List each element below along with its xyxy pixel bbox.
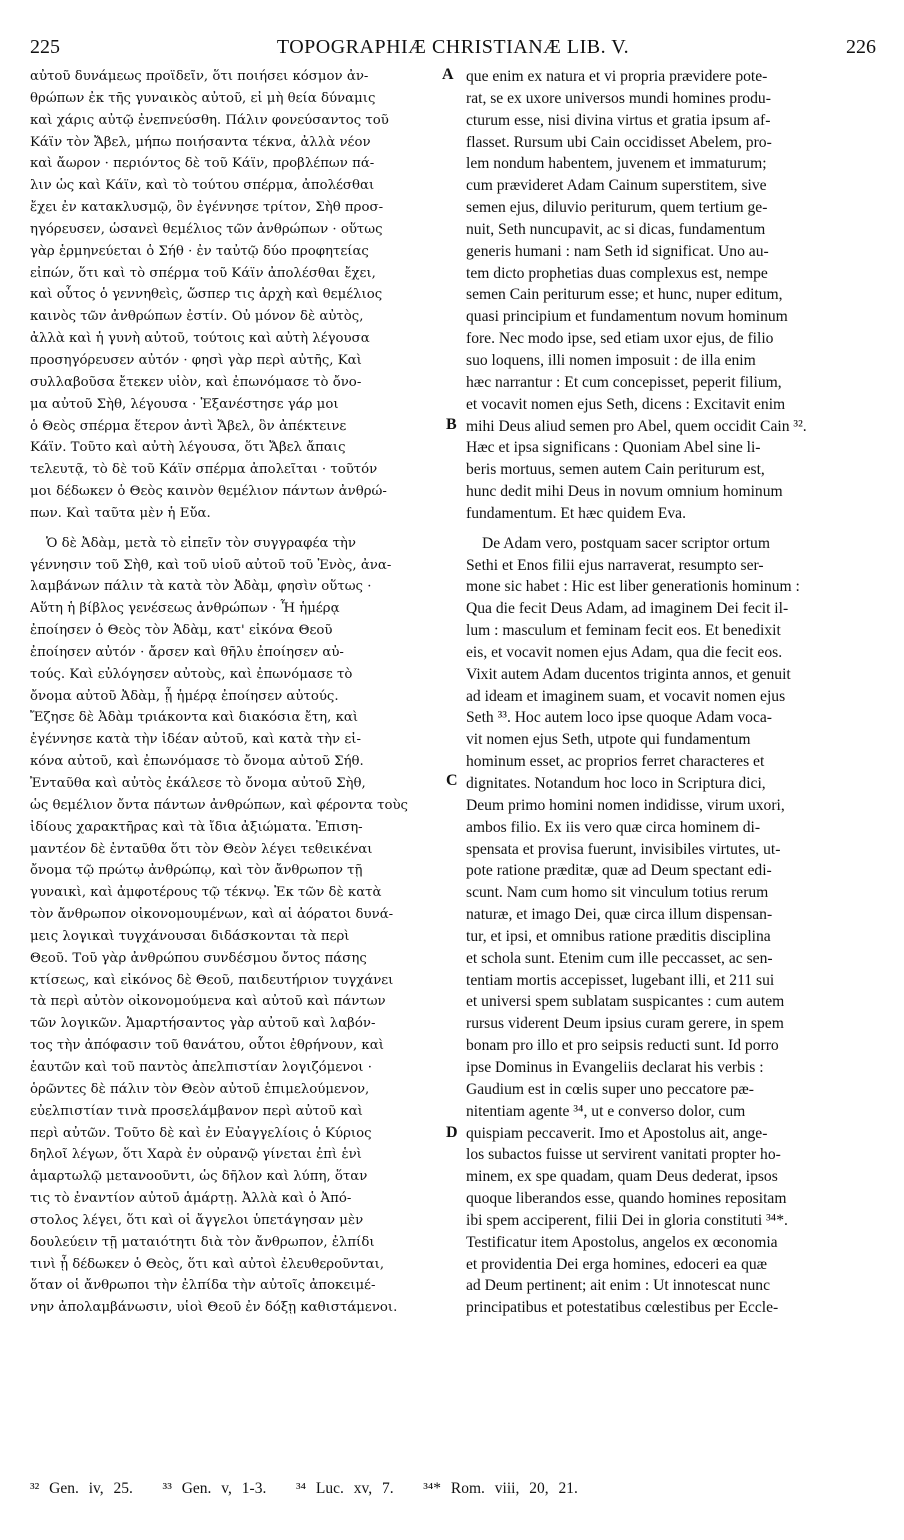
text-line: Deum primo homini nomen indidisse, virum uxori, — [466, 796, 785, 814]
text-line: fundamentum. Et hæc quidem Eva. — [466, 504, 686, 522]
text-line: bonam pro illo et pro seipsis reducti sunt. Id porro — [466, 1037, 779, 1055]
text-line: κόνα αὐτοῦ, καὶ ἐπωνόμασε τὸ ὄνομα αὐτοῦ Σήθ. — [30, 754, 364, 770]
text-line: ipse Dominus in Evangeliis declarat his verbis : — [466, 1058, 764, 1076]
text-line: minem, ex spe quadam, quam Deus dederat, ipsos — [466, 1168, 778, 1186]
text-line: συλλαβοῦσα ἔτεκεν υἱὸν, καὶ ἐπωνόμασε τὸ ὄνο- — [30, 374, 362, 390]
text-line: mihi Deus aliud semen pro Abel, quem occidit Cain ³². — [466, 417, 807, 435]
text-line: et universi spem sublatam suspicantes : cum autem — [466, 993, 785, 1011]
text-line: τὸν ἄνθρωπον οἰκονομουμένων, καὶ αἱ ἀόρατοι δυνά- — [30, 907, 394, 923]
text-line: ad ideam et imaginem suam, et vocavit nomen ejus — [466, 687, 786, 705]
text-line: αὐτοῦ δυνάμεως προϊδεῖν, ὅτι ποιήσει κόσμον ἀν- — [30, 69, 369, 84]
margin-letter-d: D — [446, 1124, 458, 1141]
running-title: TOPOGRAPHIÆ CHRISTIANÆ LIB. V. — [276, 36, 630, 58]
text-line: generis humani : nam Seth id significat. Uno au- — [466, 242, 769, 260]
text-line: Κάϊν. Τοῦτο καὶ αὐτὴ λέγουσα, ὅτι Ἄβελ ἄπαις — [30, 440, 346, 456]
text-line: Ὁ δὲ Ἀδὰμ, μετὰ τὸ εἰπεῖν τὸν συγγραφέα τὴν — [46, 535, 356, 551]
text-line: ηγόρευσεν, ὡσανεὶ θεμέλιος τῶν ἀνθρώπων · οὕτως — [30, 221, 383, 237]
footnote: ³² Gen. iv, 25. — [30, 1480, 133, 1497]
text-line: ἐποίησεν αὐτόν · ἄρσεν καὶ θῆλυ ἐποίησεν αὐ- — [30, 644, 344, 660]
text-line: beris mortuus, semen autem Cain periturum est, — [466, 461, 765, 479]
text-line: Αὕτη ἡ βίβλος γενέσεως ἀνθρώπων · Ἧ ἡμέρᾳ — [30, 601, 340, 617]
text-line: ὁ Θεὸς σπέρμα ἕτερον ἀντὶ Ἄβελ, ὃν ἀπέκτεινε — [30, 418, 347, 434]
text-line: tur, et ipsi, et omnibus ratione præditis disciplina — [466, 927, 771, 945]
footnotes — [30, 1480, 876, 1498]
text-line: ἑαυτῶν καὶ τοῦ παντὸς ἀπελπιστίαν λογιζόμενοι · — [30, 1059, 372, 1075]
text-line: hunc dedit mihi Deus in novum omnium hominum — [466, 483, 783, 501]
text-line: τῶν λογικῶν. Ἁμαρτήσαντος γὰρ αὐτοῦ καὶ λαβόν- — [30, 1016, 376, 1032]
text-line: προσηγόρευσεν αὐτόν · φησὶ γὰρ περὶ αὐτῆς, Καὶ — [30, 352, 362, 368]
text-line: suo loquens, illi nomen imposuit : de illa enim — [466, 351, 756, 369]
text-line: quispiam peccaverit. Imo et Apostolus ait, ange- — [466, 1124, 768, 1142]
text-line: ὄνομα αὐτοῦ Ἀδὰμ, ᾗ ἡμέρᾳ ἐποίησεν αὐτούς. — [30, 688, 339, 704]
text-line: semen ejus, diluvio periturum, quem tertium ge- — [466, 199, 768, 217]
text-line: pote ratione præditæ, quæ ad Deum spectant edi- — [466, 862, 772, 880]
text-line: νην ἀπολαμβάνωσιν, υἱοὶ Θεοῦ ἐν δόξῃ καθιστάμενοι. — [30, 1300, 398, 1316]
text-line: εὐελπιστίαν τινὰ προσελάμβανον περὶ αὐτοῦ καὶ — [30, 1103, 363, 1119]
text-line: et vocavit nomen ejus Seth, dicens : Excitavit enim — [466, 395, 786, 413]
text-line: ὄνομα τῷ πρώτῳ ἀνθρώπῳ, καὶ τὸν ἄνθρωπον τῇ — [30, 863, 363, 879]
text-line: στολος λέγει, ὅτι καὶ οἱ ἄγγελοι ὑπετάγησαν μὲν — [30, 1212, 364, 1228]
text-line: ibi spem acciperent, filii Dei in gloria constituti ³⁴*. — [466, 1211, 788, 1229]
text-line: Hæc et ipsa significans : Quoniam Abel sine li- — [466, 439, 761, 457]
text-line: cum prævideret Adam Cainum superstitem, sive — [466, 177, 767, 195]
text-line: μα αὐτοῦ Σὴθ, λέγουσα · Ἐξανέστησε γάρ μοι — [30, 396, 339, 412]
text-line: θρώπων ἐκ τῆς γυναικὸς αὐτοῦ, εἰ μὴ θεία δύναμις — [30, 90, 376, 106]
text-line: ἔχει ἐν κατακλυσμῷ, ὃν ἐγέννησε τρίτον, Σὴθ προσ- — [30, 200, 384, 216]
text-line: nitentiam agente ³⁴, ut e converso dolor, cum — [466, 1102, 746, 1120]
text-line: κτίσεως, καὶ εἰκόνος δὲ Θεοῦ, παιδευτήριον τυγχάνει — [30, 972, 394, 988]
text-line: flasset. Rursum ubi Cain occidisset Abelem, pro- — [466, 133, 772, 151]
text-line: spensata et provisa fuerunt, invisibiles virtutes, ut- — [466, 840, 781, 858]
text-line: rursus viderent Deum ipsius curam gerere, in spem — [466, 1015, 784, 1033]
text-line: rat, se ex uxore universos mundi homines produ- — [466, 89, 771, 107]
text-line: et providentia Dei erga homines, edoceri ea quæ — [466, 1255, 768, 1273]
text-line: Testificatur item Apostolus, angelos ex œconomia — [466, 1233, 778, 1251]
text-line: καινὸς τῶν ἀνθρώπων ἐστίν. Οὐ μόνον δὲ αὐτὸς, — [30, 309, 364, 325]
text-line: nuit, Seth nuncupavit, ac si dicas, fundamentum — [466, 220, 766, 238]
text-line: tem dicto prophetias duas complexus est, nempe — [466, 264, 768, 282]
text-line: ἀλλὰ καὶ ἡ γυνὴ αὐτοῦ, τούτοις καὶ αὐτὴ λέγουσα — [30, 331, 370, 347]
text-line: mone sic habet : Hic est liber generationis hominum : — [466, 578, 800, 596]
text-line: scunt. Nam cum homo sit vinculum totius rerum — [466, 884, 769, 902]
text-line: que enim ex natura et vi propria prævidere pote- — [466, 68, 768, 85]
text-line: τινὶ ᾗ δέδωκεν ὁ Θεὸς, ὅτι καὶ αὐτοὶ ἐλευθεροῦνται, — [30, 1256, 385, 1272]
text-line: καὶ ἄωρον · περιόντος δὲ τοῦ Κάϊν, προβλέπων πά- — [30, 156, 375, 172]
text-line: De Adam vero, postquam sacer scriptor ortum — [482, 534, 770, 552]
text-line: πων. Καὶ ταῦτα μὲν ἡ Εὔα. — [30, 505, 211, 521]
text-line: cturum esse, nisi divina virtus et gratia ipsum af- — [466, 111, 771, 129]
text-line: περὶ αὐτῶν. Τοῦτο δὲ καὶ ἐν Εὐαγγελίοις ὁ Κύριος — [30, 1125, 372, 1141]
text-line: lum : masculum et feminam fecit eos. Et benedixit — [466, 622, 781, 640]
text-line: hæc narrantur : Et cum concepisset, peperit filium, — [466, 373, 782, 391]
text-line: quoque liberandos esse, quando homines repositam — [466, 1190, 787, 1208]
text-line: dignitates. Notandum hoc loco in Scriptura dici, — [466, 775, 766, 792]
text-line: μεις λογικαὶ τυγχάνουσαι διδάσκονται τὰ περὶ — [30, 928, 350, 944]
text-line: μαντέον δὲ ἐνταῦθα ὅτι τὸν Θεὸν λέγει τεθεικέναι — [30, 841, 373, 857]
text-line: καὶ χάρις αὐτῷ ἐνεπνεύσθη. Πάλιν φονεύσαντος τοῦ — [30, 112, 389, 128]
text-line: δηλοῖ λέγων, ὅτι Χαρὰ ἐν οὐρανῷ γίνεται ἐπὶ ἑνὶ — [30, 1147, 362, 1163]
text-line: fore. Nec modo ipse, sed etiam uxor ejus, de filio — [466, 330, 774, 348]
text-line: eis, et vocavit nomen ejus Adam, qua die fecit eos. — [466, 643, 783, 661]
text-line: ὡς θεμέλιον ὄντα πάντων ἀνθρώπων, καὶ φέροντα τοὺς — [30, 797, 408, 813]
text-line: lem nondum habentem, juvenem et immaturum; — [466, 155, 767, 173]
footnote: ³⁴* Rom. viii, 20, 21. — [423, 1480, 578, 1497]
margin-letter-c: C — [446, 772, 458, 789]
text-line: ἰδίους χαρακτῆρας καὶ τὰ ἴδια ἀξιώματα. Ἐπιση- — [30, 819, 363, 835]
text-line: ὅταν οἱ ἄνθρωποι τὴν ἐλπίδα τὴν αὐτοῖς ἀποκειμέ- — [30, 1278, 376, 1294]
text-line: Seth ³³. Hoc autem loco ipse quoque Adam voca- — [466, 709, 772, 727]
text-line: ἁμαρτωλῷ μετανοοῦντι, ὡς δῆλον καὶ λύπη, ὅταν — [30, 1169, 368, 1185]
text-line: τελευτᾷ, τὸ δὲ τοῦ Κάϊν σπέρμα ἀπολεῖται · τοῦτόν — [30, 462, 378, 478]
text-line: los subactos fuisse ut servirent vanitati propter ho- — [466, 1146, 781, 1164]
running-header — [30, 36, 876, 62]
text-line: Vixit autem Adam ducentos triginta annos, et genuit — [466, 665, 791, 683]
text-line: principatibus et potestatibus cœlestibus per Eccle- — [466, 1299, 779, 1317]
text-line: λιν ὡς καὶ Κάϊν, καὶ τὸ τούτου σπέρμα, ἀπολέσθαι — [30, 178, 375, 194]
text-line: Sethi et Enos filii ejus narraverat, resumpto ser- — [466, 556, 764, 574]
page-number-left: 225 — [30, 36, 60, 58]
text-line: vit nomen ejus Seth, utpote qui fundamentum — [466, 731, 751, 749]
text-line: καὶ οὗτος ὁ γεννηθεὶς, ὥσπερ τις ἀρχὴ καὶ θεμέλιος — [30, 287, 383, 303]
margin-letter-a: A — [442, 66, 454, 83]
greek-column — [30, 66, 442, 1319]
text-line: Ἔζησε δὲ Ἀδὰμ τριάκοντα καὶ διακόσια ἔτη, καὶ — [30, 710, 359, 726]
text-line: τος τὴν ἀπόφασιν τοῦ θανάτου, οὗτοι ἐθρήνουν, καὶ — [30, 1038, 384, 1054]
text-line: tentiam mortis accepisset, lugebant illi, et 211 sui — [466, 971, 775, 989]
footnote: ³³ Gen. v, 1-3. — [162, 1480, 267, 1497]
footnote: ³⁴ Luc. xv, 7. — [295, 1480, 394, 1497]
text-line: Θεοῦ. Τοῦ γὰρ ἀνθρώπου συνδέσμου ὄντος πάσης — [30, 950, 367, 966]
text-line: δουλεύειν τῇ ματαιότητι διὰ τὸν ἄνθρωπον, ἐλπίδι — [30, 1234, 375, 1250]
text-line: ad Deum pertinent; ait enim : Ut innotescat nunc — [466, 1277, 770, 1295]
text-line: ambos filio. Ex iis vero quæ circa hominem di- — [466, 818, 761, 836]
page-number-right: 226 — [846, 36, 876, 58]
text-line: hominum esset, ac proprios ferret characteres et — [466, 753, 765, 771]
text-line: γὰρ ἑρμηνεύεται ὁ Σήθ · ἐν ταὐτῷ δύο προφητείας — [30, 243, 369, 259]
text-line: τὰ περὶ αὐτὸν οἰκονομούμενα καὶ αὐτοῦ καὶ πάντων — [30, 994, 386, 1010]
text-line: Qua die fecit Deus Adam, ad imaginem Dei fecit il- — [466, 600, 789, 618]
text-line: naturæ, et imago Dei, quæ circa illum dispensan- — [466, 906, 773, 924]
text-line: λαμβάνων πάλιν τὰ κατὰ τὸν Ἀδὰμ, φησὶν οὕτως · — [30, 579, 372, 595]
text-line: semen Cain periturum esse; et hunc, nuper editum, — [466, 286, 783, 304]
latin-column — [466, 66, 876, 1319]
text-line: quasi principium et fundamentum novum hominum — [466, 308, 788, 326]
text-line: ὁρῶντες δὲ πάλιν τὸν Θεὸν αὐτοῦ ἐπιμελούμενον, — [30, 1081, 370, 1097]
text-line: γυναικὶ, καὶ ἀμφοτέρους τῷ τέκνῳ. Ἐκ τῶν δὲ κατὰ — [30, 885, 382, 901]
text-line: μοι δέδωκεν ὁ Θεὸς καινὸν θεμέλιον πάντων ἀνθρώ- — [30, 484, 387, 500]
text-line: τις τὸ ἐναντίον αὐτοῦ ἁμάρτῃ. Ἀλλὰ καὶ ὁ Ἀπό- — [30, 1191, 352, 1207]
text-line: ἐγέννησε κατὰ τὴν ἰδέαν αὐτοῦ, καὶ κατὰ τὴν εἰ- — [30, 732, 361, 748]
text-line: Κάϊν τὸν Ἄβελ, μήπω ποιήσαντα τέκνα, ἀλλὰ νέον — [30, 134, 371, 150]
margin-letter-b: B — [446, 416, 457, 433]
text-line: Gaudium est in cœlis super uno peccatore pæ- — [466, 1080, 754, 1098]
text-line: ἐποίησεν ὁ Θεὸς τὸν Ἀδὰμ, κατ' εἰκόνα Θεοῦ — [30, 623, 333, 639]
text-line: et schola sunt. Etenim cum ille peccasset, ac sen- — [466, 949, 773, 967]
text-line: γέννησιν τοῦ Σὴθ, καὶ τοῦ υἱοῦ αὐτοῦ τοῦ Ἐνὸς, ἀνα- — [30, 557, 392, 573]
text-line: εἰπών, ὅτι καὶ τὸ σπέρμα τοῦ Κάϊν ἀπολέσθαι ἔχει, — [30, 265, 376, 281]
text-line: Ἐνταῦθα καὶ αὐτὸς ἐκάλεσε τὸ ὄνομα αὐτοῦ Σὴθ, — [30, 776, 366, 791]
text-line: τούς. Καὶ εὐλόγησεν αὐτοὺς, καὶ ἐπωνόμασε τὸ — [30, 666, 353, 682]
